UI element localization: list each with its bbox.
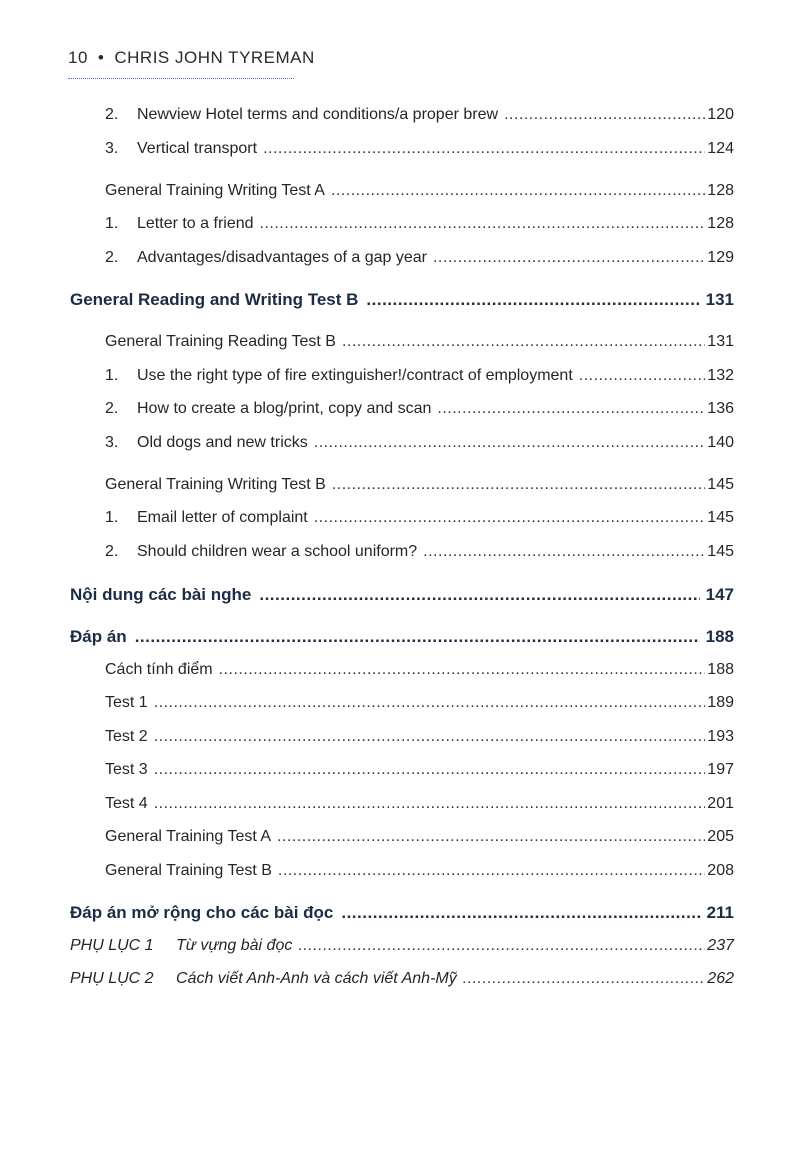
toc-entry-title: Cách tính điểm (105, 661, 213, 678)
toc-entry[interactable] (105, 862, 734, 880)
toc-entry-number: 2. (105, 400, 119, 417)
toc-entry-number: 2. (105, 106, 119, 123)
dot-leader (332, 476, 705, 494)
toc-entry-title: How to create a blog/print, copy and scan (137, 400, 432, 417)
toc-page-number: 237 (707, 937, 734, 954)
dot-leader (135, 627, 700, 647)
dot-leader (278, 862, 705, 880)
toc-page-number: 128 (707, 215, 734, 232)
toc-entry[interactable] (105, 333, 734, 351)
toc-entry[interactable] (105, 106, 734, 124)
toc-entry[interactable] (70, 627, 734, 647)
toc-entry-title: Email letter of complaint (137, 509, 308, 526)
toc-entry[interactable] (70, 903, 734, 923)
toc-entry-title: Vertical transport (137, 140, 258, 157)
toc-page-number: 197 (707, 761, 734, 778)
toc-page-number: 211 (706, 903, 734, 922)
dot-leader (259, 585, 699, 605)
toc-entry[interactable] (105, 476, 734, 494)
toc-entry[interactable] (70, 290, 734, 310)
toc-page-number: 131 (707, 333, 734, 350)
author-name: CHRIS JOHN TYREMAN (114, 48, 315, 67)
toc-entry-title: General Training Reading Test B (105, 333, 336, 350)
toc-entry[interactable] (105, 249, 734, 267)
toc-entry-title: General Reading and Writing Test B (70, 290, 359, 309)
dot-leader (263, 140, 705, 158)
toc-page-number: 124 (707, 140, 734, 157)
toc-entry-title: Đáp án mở rộng cho các bài đọc (70, 903, 334, 922)
toc-page-number: 132 (707, 367, 734, 384)
toc-entry[interactable] (105, 694, 734, 712)
dot-leader (331, 182, 705, 200)
dot-leader (154, 728, 706, 746)
dot-leader (219, 661, 706, 679)
dot-leader (342, 333, 705, 351)
toc-entry-title: Đáp án (70, 627, 127, 646)
toc-page-number: 208 (707, 862, 734, 879)
dot-leader (366, 290, 699, 310)
toc-entry[interactable] (105, 140, 734, 158)
dot-leader (341, 903, 700, 923)
dot-leader (314, 434, 706, 452)
toc-entry-title: Use the right type of fire extinguisher!/contract of employment (137, 367, 573, 384)
toc-entry-title: Test 2 (105, 728, 148, 745)
dot-leader (154, 795, 706, 813)
bullet-separator: • (97, 48, 105, 67)
toc-entry-title: Cách viết Anh-Anh và cách viết Anh-Mỹ (176, 970, 457, 987)
toc-entry[interactable] (105, 828, 734, 846)
toc-entry-number: 3. (105, 140, 119, 157)
toc-entry-number: 3. (105, 434, 119, 451)
toc-entry-title: Nội dung các bài nghe (70, 585, 252, 604)
toc-page-number: 189 (707, 694, 734, 711)
toc-entry[interactable] (105, 509, 734, 527)
toc-page-number: 193 (707, 728, 734, 745)
toc-page-number: 262 (707, 970, 734, 987)
toc-page-number: 136 (707, 400, 734, 417)
dot-leader (579, 367, 706, 385)
toc-entry-title: Newview Hotel terms and conditions/a proper brew (137, 106, 499, 123)
toc-entry-title: Letter to a friend (137, 215, 254, 232)
dot-leader (154, 761, 706, 779)
toc-entry-number: 1. (105, 367, 119, 384)
dot-leader (260, 215, 706, 233)
toc-entry[interactable] (70, 585, 734, 605)
toc-entry[interactable] (105, 182, 734, 200)
toc-entry[interactable] (105, 215, 734, 233)
toc-entry[interactable] (105, 661, 734, 679)
toc-entry-title: Test 4 (105, 795, 148, 812)
toc-entry-title: Từ vựng bài đọc (176, 937, 293, 954)
toc-entry[interactable] (105, 795, 734, 813)
toc-entry-title: Old dogs and new tricks (137, 434, 308, 451)
dot-leader (314, 509, 706, 527)
dot-leader (298, 937, 705, 955)
toc-entry-title: Test 1 (105, 694, 148, 711)
toc-entry[interactable] (105, 761, 734, 779)
toc-entry[interactable] (105, 728, 734, 746)
toc-entry-title: Advantages/disadvantages of a gap year (137, 249, 427, 266)
toc-page-number: 147 (705, 585, 734, 604)
toc-page-number: 129 (707, 249, 734, 266)
toc-entry[interactable] (70, 970, 734, 988)
toc-entry-number: 1. (105, 509, 119, 526)
dot-leader (504, 106, 705, 124)
toc-entry[interactable] (105, 543, 734, 561)
running-header (68, 48, 315, 68)
toc-page-number: 205 (707, 828, 734, 845)
toc-entry-number: 2. (105, 249, 119, 266)
toc-entry-title: Test 3 (105, 761, 148, 778)
toc-entry[interactable] (105, 400, 734, 418)
dot-leader (463, 970, 706, 988)
appendix-code: PHỤ LỤC 1 (70, 937, 154, 954)
toc-page-number: 140 (707, 434, 734, 451)
toc-page-number: 131 (705, 290, 734, 309)
toc-page-number: 145 (707, 509, 734, 526)
toc-page-number: 128 (707, 182, 734, 199)
dot-leader (437, 400, 705, 418)
appendix-code: PHỤ LỤC 2 (70, 970, 154, 987)
toc-entry[interactable] (105, 434, 734, 452)
dot-leader (277, 828, 705, 846)
toc-page-number: 201 (707, 795, 734, 812)
dot-leader (433, 249, 705, 267)
page-number: 10 (68, 48, 88, 67)
dot-leader (423, 543, 705, 561)
toc-entry-title: General Training Test A (105, 828, 272, 845)
toc-page-number: 188 (707, 661, 734, 678)
header-divider (68, 78, 294, 79)
toc-entry-number: 2. (105, 543, 119, 560)
toc-entry-title: General Training Writing Test B (105, 476, 326, 493)
toc-entry[interactable] (105, 367, 734, 385)
toc-page-number: 145 (707, 543, 734, 560)
toc-entry-title: Should children wear a school uniform? (137, 543, 418, 560)
toc-entry-title: General Training Writing Test A (105, 182, 325, 199)
toc-page-number: 145 (707, 476, 734, 493)
dot-leader (154, 694, 706, 712)
toc-entry[interactable] (70, 937, 734, 955)
toc-entry-number: 1. (105, 215, 119, 232)
toc-page-number: 188 (705, 627, 734, 646)
toc-entry-title: General Training Test B (105, 862, 272, 879)
toc-page-number: 120 (707, 106, 734, 123)
